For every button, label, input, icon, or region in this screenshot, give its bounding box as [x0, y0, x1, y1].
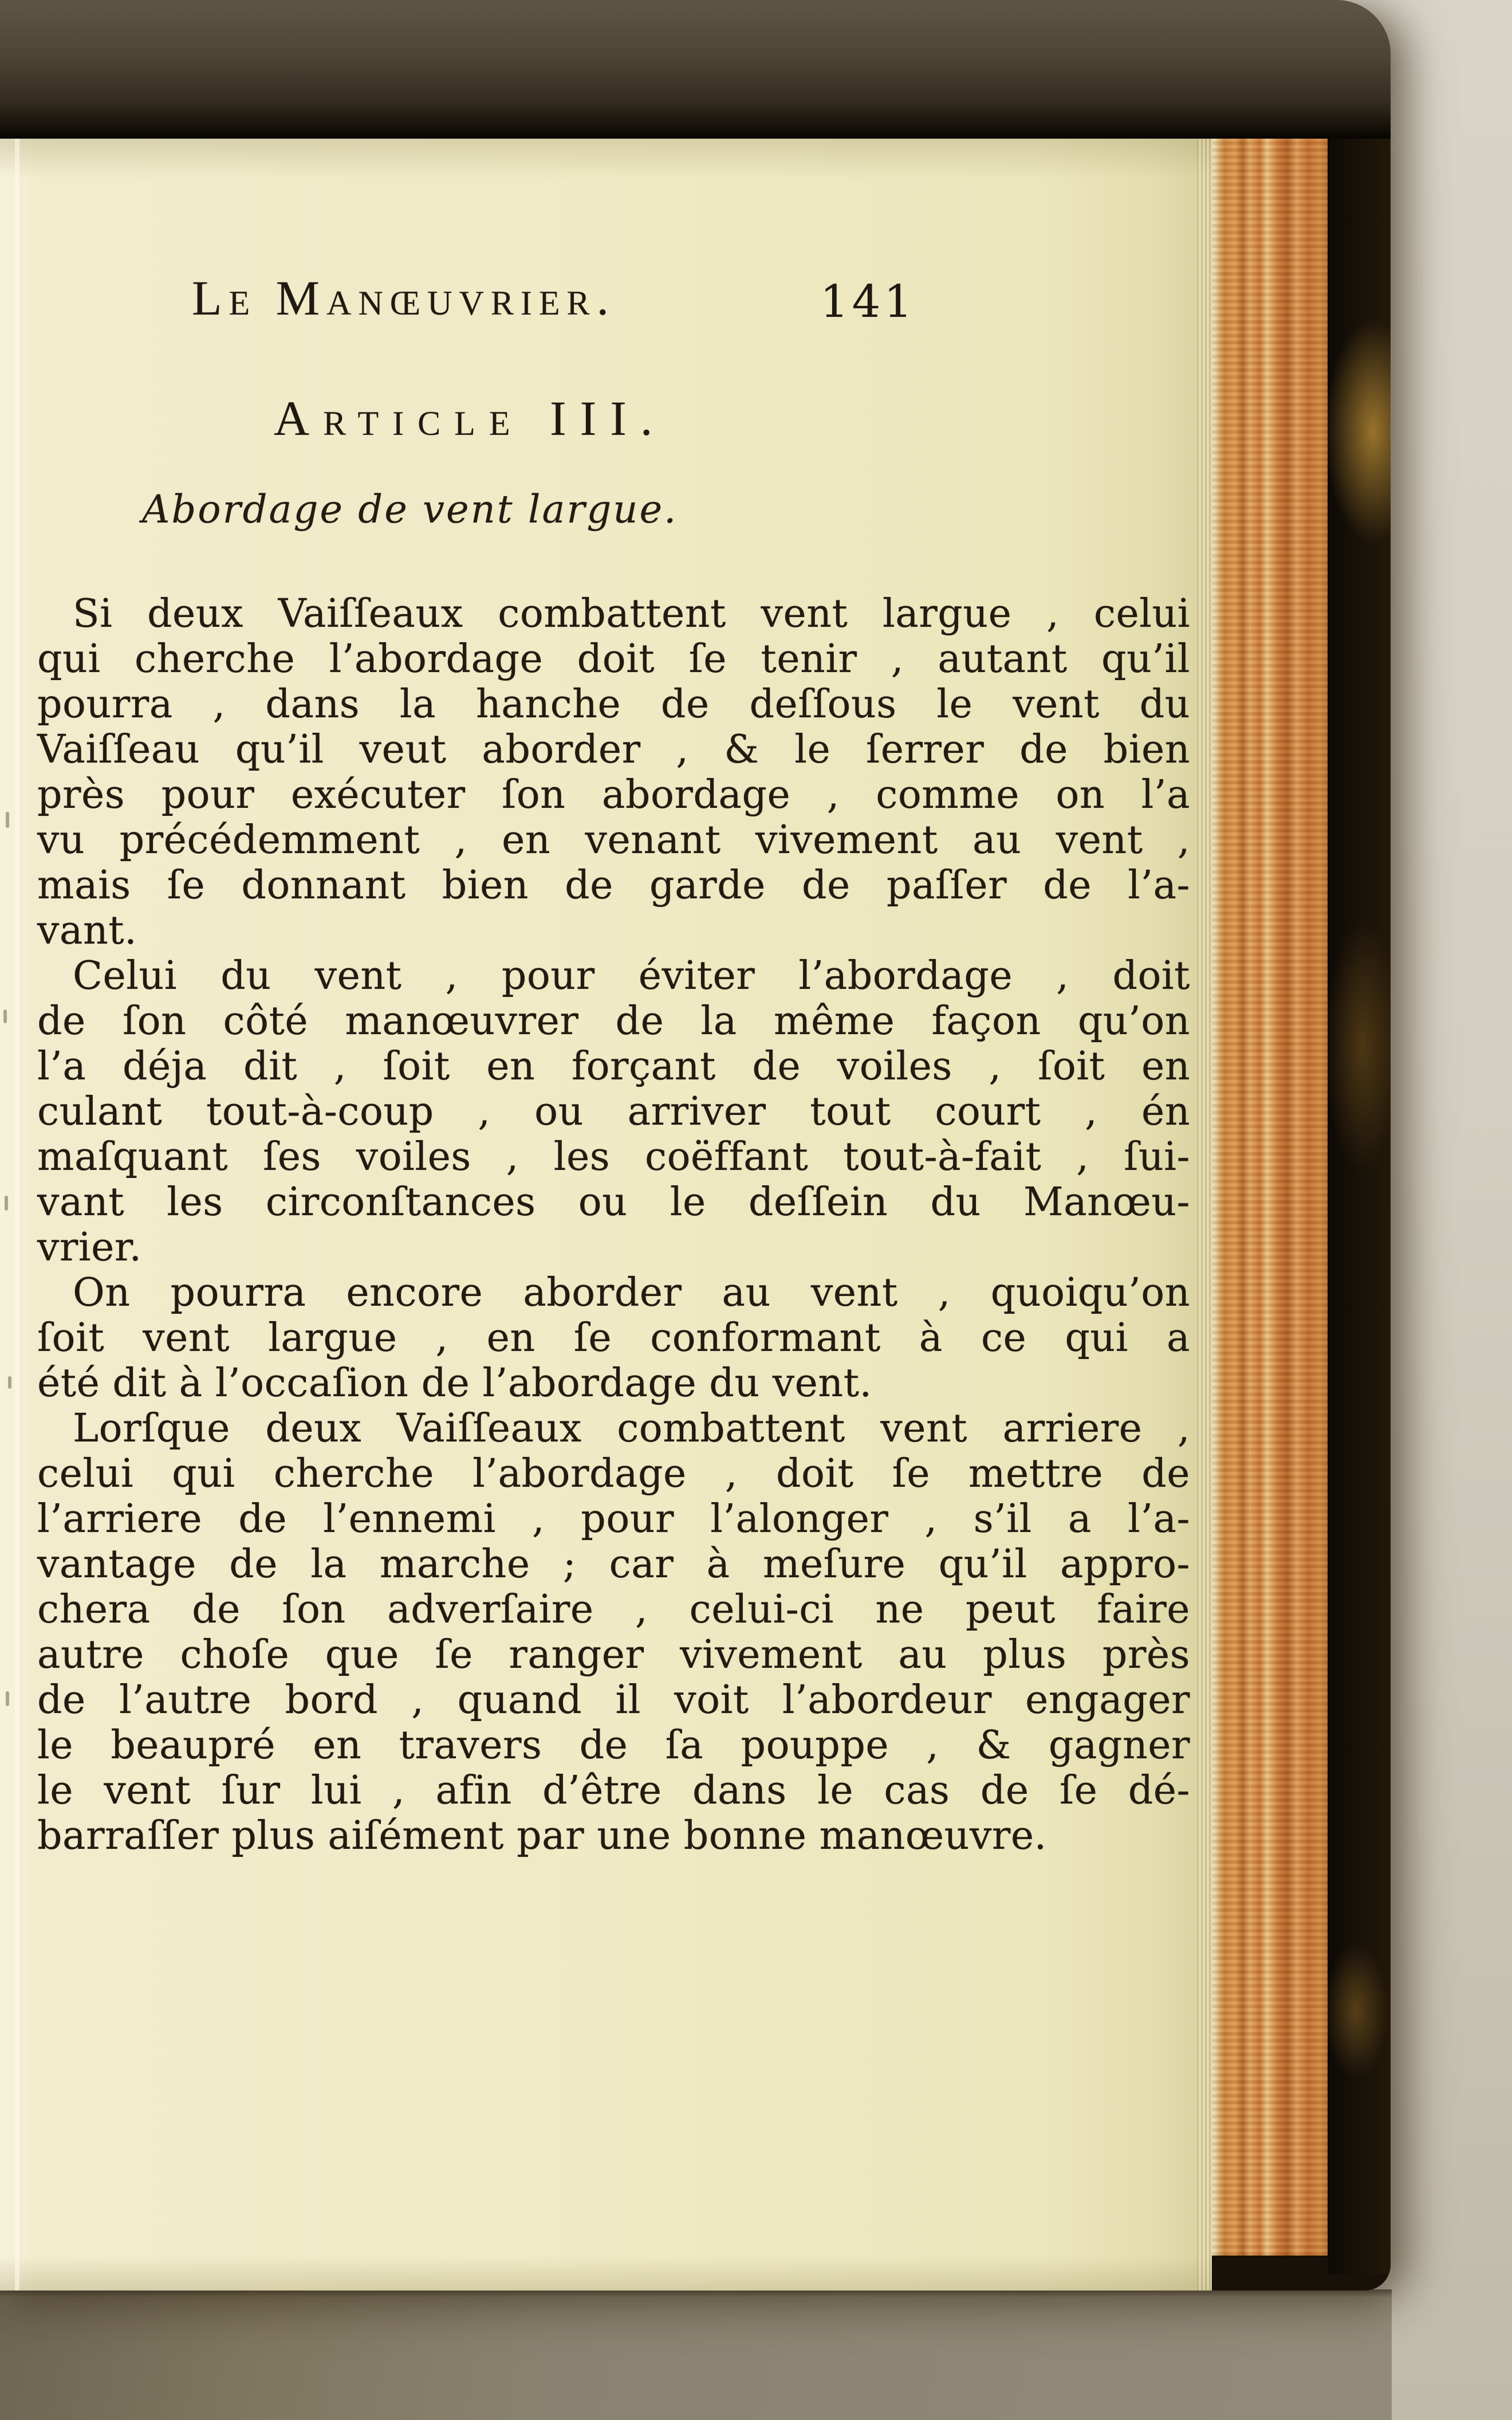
- page-speck: [8, 1376, 11, 1389]
- text-line: autre choſe que ſe ranger vivement au plus près: [37, 1632, 1190, 1678]
- body-text: [37, 591, 1190, 1859]
- text-line: barraſſer plus aiſément par une bonne manœuvre.: [37, 1813, 1047, 1859]
- article-heading: Article III.: [274, 391, 667, 446]
- text-line: vrier.: [37, 1225, 142, 1270]
- page: [0, 139, 1212, 2291]
- text-line: l’arriere de l’ennemi , pour l’alonger , s’il a l’a-: [37, 1496, 1190, 1542]
- text-line: Vaiſſeau qu’il veut aborder , & le ſerrer de bien: [37, 727, 1190, 772]
- text-line: vant les circonſtances ou le deſſein du Manœu-: [37, 1180, 1190, 1225]
- book-top-edge: [0, 0, 1391, 139]
- text-line: près pour exécuter ſon abordage , comme on l’a: [37, 772, 1190, 818]
- text-line: chera de ſon adverſaire , celui-ci ne peut faire: [37, 1587, 1190, 1632]
- page-speck: [5, 1196, 8, 1211]
- text-line: l’a déja dit , ſoit en forçant de voiles , ſoit en: [37, 1044, 1190, 1089]
- text-line: de ſon côté manœuvrer de la même façon qu’on: [37, 999, 1190, 1044]
- text-line: le beaupré en travers de ſa pouppe , & gagner: [37, 1723, 1190, 1768]
- text-line: maſquant ſes voiles , les coëffant tout-à-fait , ſui-: [37, 1134, 1190, 1180]
- table-surface: [0, 2289, 1392, 2420]
- text-line: vantage de la marche ; car à meſure qu’il appro-: [37, 1542, 1190, 1587]
- page-speck: [6, 1691, 9, 1706]
- text-line: celui qui cherche l’abordage , doit ſe mettre de: [37, 1451, 1190, 1496]
- text-line: Si deux Vaiſſeaux combattent vent largue , celui: [73, 591, 1190, 637]
- text-line: pourra , dans la hanche de deſſous le vent du: [37, 682, 1190, 727]
- text-line: Lorſque deux Vaiſſeaux combattent vent arriere ,: [73, 1406, 1190, 1451]
- book-cover-edge: [1328, 80, 1391, 2274]
- text-line: culant tout-à-coup , ou arriver tout court , én: [37, 1089, 1190, 1134]
- text-line: qui cherche l’abordage doit ſe tenir , autant qu’il: [37, 637, 1190, 682]
- book-fore-edge: [1210, 123, 1333, 2256]
- text-line: le vent ſur lui , afin d’être dans le cas de ſe dé-: [37, 1768, 1190, 1813]
- page-speck: [6, 812, 9, 828]
- text-line: vant.: [37, 908, 137, 953]
- page-speck: [3, 1009, 7, 1023]
- running-head: [0, 269, 1212, 338]
- text-line: ſoit vent largue , en ſe conformant à ce qui a: [37, 1315, 1190, 1361]
- text-line: vu précédemment , en venant vivement au vent ,: [37, 818, 1190, 863]
- running-head-title: Le Manœuvrier.: [192, 270, 616, 325]
- text-line: Celui du vent , pour éviter l’abordage , doit: [73, 953, 1190, 999]
- text-line: On pourra encore aborder au vent , quoiqu’on: [73, 1270, 1190, 1315]
- text-line: de l’autre bord , quand il voit l’abordeur engager: [37, 1678, 1190, 1723]
- section-subtitle: Abordage de vent largue.: [142, 487, 678, 532]
- text-line: été dit à l’occaſion de l’abordage du vent.: [37, 1361, 872, 1406]
- page-number: 141: [820, 276, 916, 328]
- text-line: mais ſe donnant bien de garde de paſſer de l’a-: [37, 863, 1190, 908]
